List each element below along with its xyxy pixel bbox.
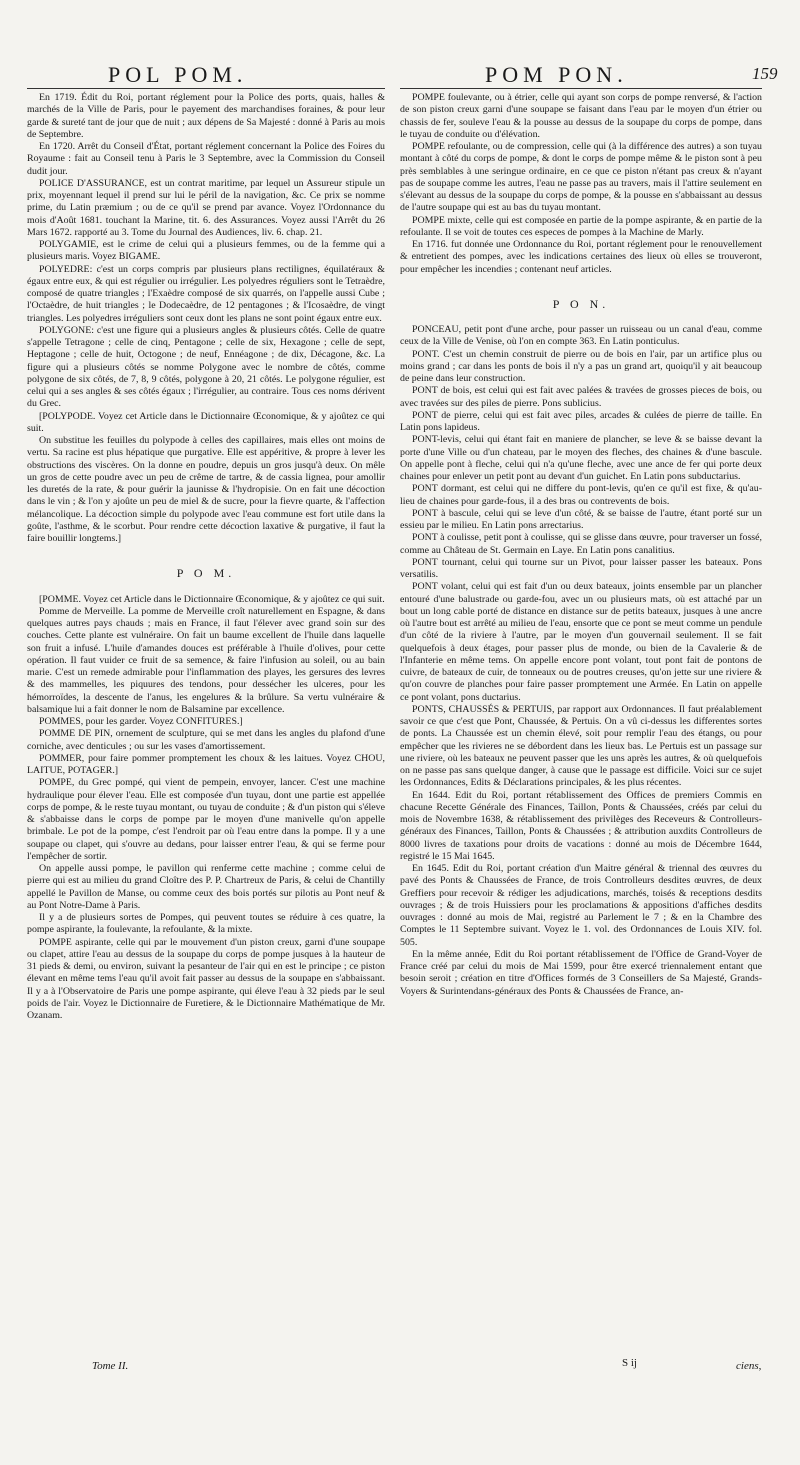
volume-label: Tome II. (92, 1360, 129, 1372)
entry-paragraph: PONT de pierre, celui qui est fait avec piles, arcades & culées de pierre de taille. En Latin pons lapideus. (400, 409, 762, 433)
entry-paragraph: POMPE mixte, celle qui est composée en partie de la pompe aspirante, & en partie de la refoulante. Il se voit de toutes ces especes de pompes à la Machine de Marly. (400, 214, 762, 238)
entry-paragraph: PONT tournant, celui qui tourne sur un Pivot, pour laisser passer les bateaux. Pons versatilis. (400, 556, 762, 580)
entry-paragraph: En 1644. Edit du Roi, portant rétablissement des Offices de premiers Commis en chacune Recette Générale des Finances, Taillon, Ponts & Chaussées, créés par celui du mois de Novembre 1638, & rétablissement des privilèges des Receveurs & Controlleurs-généraux des Finances, Taillon, Ponts & Chaussées ; & attribution auxdits Controlleurs de 8000 livres de taxations pour droits de vacations : donné au mois de Décembre 1644, registré le 15 Mai 1645. (400, 789, 762, 862)
entry-paragraph: POMME DE PIN, ornement de sculpture, qui se met dans les angles du plafond d'une corniche, avec denticules ; ou sur les vases d'amortissement. (27, 728, 385, 752)
entry-paragraph: PONCEAU, petit pont d'une arche, pour passer un ruisseau ou un canal d'eau, comme ceux de la Ville de Venise, où l'on en compte 363. En Latin ponticulus. (400, 324, 762, 348)
entry-paragraph: On appelle aussi pompe, le pavillon qui renferme cette machine ; comme celui de pierre qui est au milieu du grand Cloître des P. P. Chartreux de Paris, & celui de Chantilly appellé le Pavillon de Manse, ou comme ceux des bois portés sur pilotis au Pont neuf & au Pont Notre-Dame à Paris. (27, 863, 385, 911)
entry-paragraph: PONT de bois, est celui qui est fait avec palées & travées de grosses pieces de bois, ou avec travées sur des piles de pierre. Pons sublicius. (400, 385, 762, 409)
entry-paragraph: POMPE foulevante, ou à étrier, celle qui ayant son corps de pompe renversé, & l'action de son piston creux garni d'une soupape se faisant dans l'eau par le moyen d'un étrier ou chassis de fer, souleve l'eau & la pousse au dessus de la soupape du corps de pompe, dans le tuyau de conduite ou d'élévation. (400, 92, 762, 140)
section-heading-pon: P O N. (552, 296, 610, 311)
entry-paragraph: PONT à bascule, celui qui se leve d'un côté, & se baisse de l'autre, étant porté sur un essieu par le milieu. En Latin pons arrectarius. (400, 507, 762, 531)
entry-paragraph: Il y a de plusieurs sortes de Pompes, qui peuvent toutes se réduire à ces quatre, la pompe aspirante, la foulevante, la refoulante, & la mixte. (27, 912, 385, 936)
entry-paragraph: En la même année, Edit du Roi portant rétablissement de l'Office de Grand-Voyer de France créé par celui du mois de Mai 1599, pour être exercé triennalement entant que besoin seroit ; création en titre d'Offices formés de 3 Conseillers de Sa Majesté, Grands-Voyers & Surintendans-généraux des Ponts & Chaussées de France, an- (400, 948, 762, 997)
section-heading-pom: P O M. (176, 566, 236, 581)
pom-entries (27, 594, 385, 1023)
pompe-entries (400, 92, 762, 276)
entry-paragraph: POLYGONE: c'est une figure qui a plusieurs angles & plusieurs côtés. Celle de quatre s'appelle Tetragone ; celle de cinq, Pentagone ; celle de six, Hexagone ; celle de sept, Heptagone ; celle de huit, Octogone ; de neuf, Ennéagone ; de dix, Décagone, &c. La figure qui a plusieurs côtés se nomme Polygone avec le nombre de côtés, comme polygone de six côtés, de 7, 8, 9 côtés, polygone à 20, 21 côtés. Le polygone régulier, est celui qui a ses angles & ses côtés égaux ; l'irrégulier, au contraire. Tous ces noms dérivent du Grec. (27, 324, 385, 410)
signature-mark: S ij (622, 1357, 637, 1369)
entry-paragraph: POMMER, pour faire pommer promptement les choux & les laitues. Voyez CHOU, LAITUE, POTAGER.] (27, 752, 385, 776)
pon-entries (400, 324, 762, 998)
left-column (27, 92, 385, 1022)
entry-paragraph: PONT à coulisse, petit pont à coulisse, qui se glisse dans œuvre, pour traverser un fossé, comme au Château de St. Germain en Laye. En Latin pons canalitius. (400, 532, 762, 556)
entry-paragraph: [POMME. Voyez cet Article dans le Dictionnaire Œconomique, & y ajoûtez ce qui suit. (39, 593, 385, 605)
entry-paragraph: POMMES, pour les garder. Voyez CONFITURES.] (39, 716, 243, 727)
entry-paragraph: En 1720. Arrêt du Conseil d'État, portant réglement concernant la Police des Foires du Royaume : fait au Conseil tenu à Paris le 3 Septembre, avec la Commission du Conseil dudit jour. (27, 141, 385, 177)
running-head-left: POL POM. (108, 62, 248, 87)
entry-paragraph: POMPE refoulante, ou de compression, celle qui (à la différence des autres) a son tuyau montant à côté du corps de pompe, & dont le corps de pompe même & le piston sont à peu près semblables à une seringue ordinaire, en ce que ce piston n'étant pas creux & n'ayant pas de soupape comme les autres, l'eau ne passe pas au travers, mais il l'attire seulement en s'élevant au dessus de la soupape du corps de pompe, & la pousse en s'abbaissant au dessus de l'autre soupape qui est au bas du tuyau montant. (400, 141, 762, 214)
entry-paragraph: En 1719. Édit du Roi, portant réglement pour la Police des ports, quais, halles & marchés de la Ville de Paris, pour le payement des marchandises foraines, & pour leur garde & sureté tant de jour que de nuit ; aux dépens de Sa Majesté : donné à Paris au mois de Septembre. (27, 92, 385, 140)
catchword: ciens, (736, 1360, 762, 1372)
entry-paragraph: POMPE, du Grec pompé, qui vient de pempein, envoyer, lancer. C'est une machine hydraulique pour élever l'eau. Elle est composée d'un tuyau, dont une partie est appellée corps de pompe, & le reste tuyau montant, ou tuyau de conduite ; & d'un piston qui s'éleve & s'abbaisse dans le corps de pompe par le moyen d'une manivelle qu'on appelle brimbale. Le pot de la pompe, c'est l'endroit par où l'eau entre dans la pompe. Il y a une soupape ou clapet, qui s'ouvre au dedans, pour laisser entrer l'eau, & qui se ferme pour l'empêcher de sortir. (27, 777, 385, 862)
entry-paragraph: En 1645. Edit du Roi, portant création d'un Maitre général & triennal des œuvres du pavé des Ponts & Chaussées de France, de trois Controlleurs desdites œuvres, de deux Greffiers pour recevoir & rédiger les adjudications, marchés, toisés & receptions desdits ouvrages ; & de trois Huissiers pour les proclamations & appositions d'affiches desdits ouvrages : donné au mois de Mai, registré au Parlement le 7 ; & en la Chambre des Comptes le 11 Septembre suivant. Voyez le 1. vol. des Ordonnances de Louis XIV. fol. 505. (400, 863, 762, 948)
entry-paragraph: PONTS, CHAUSSÉS & PERTUIS, par rapport aux Ordonnances. Il faut préalablement savoir ce que c'est que Pont, Chaussée, & Pertuis. On a vû ci-dessus les differentes sortes de ponts. La Chaussée est un chemin élevé, soit pour remplir l'eau des étangs, ou pour empêcher que les rivieres ne se débordent dans les lieux bas. Le Pertuis est un passage sur une riviere, où les bateaux ne peuvent passer que les uns après les autres, & où quelquefois on ne passe pas sans quelque danger, à cause que le passage est difficile. Voici sur ce sujet les Ordonnances, Edits & Déclarations principales, & les plus récentes. (400, 703, 762, 789)
entry-paragraph: PONT. C'est un chemin construit de pierre ou de bois en l'air, par un artifice plus ou moins grand ; car dans les ponts de bois il n'y a pas un grand art, quoiqu'il y ait beaucoup de peine dans leur construction. (400, 348, 762, 384)
left-entries (27, 92, 385, 545)
running-head-right: POM PON. (485, 62, 628, 87)
entry-paragraph: POLYGAMIE, est le crime de celui qui a plusieurs femmes, ou de la femme qui a plusieurs maris. Voyez BIGAME. (27, 239, 385, 263)
entry-paragraph: POLICE D'ASSURANCE, est un contrat maritime, par lequel un Assureur stipule un prix, moyennant lequel il prend sur lui le péril de la navigation, &c. Ce prix se nomme prime, du Latin præmium ; ou de ce qu'il se prend par avance. Voyez l'Ordonnance du mois d'Août 1681. touchant la Marine, tit. 6. des Assurances. Voyez aussi l'Arrêt du 26 Mars 1672. rapporté au 3. Tome du Journal des Audiences, liv. 6. chap. 21. (27, 177, 385, 238)
entry-paragraph: PONT-levis, celui qui étant fait en maniere de plancher, se leve & se baisse devant la porte d'une Ville ou d'un chateau, par le moyen des fleches, des chaines & d'une bascule. On appelle pont à fleche, celui qui n'a qu'une fleche, avec une ance de fer qui porte deux chaines pour enlever un petit pont au devant d'un guichet. En Latin pons subductarius. (400, 434, 762, 482)
entry-paragraph: En 1716. fut donnée une Ordonnance du Roi, portant réglement pour le renouvellement & entretient des pompes, avec les indications certaines des lieux où elles se trouveront, pour empêcher les incendies ; contenant neuf articles. (400, 239, 762, 275)
entry-paragraph: POMPE aspirante, celle qui par le mouvement d'un piston creux, garni d'une soupape ou clapet, attire l'eau au dessus de la soupape du corps de pompe jusques à la hauteur de 31 pieds & demi, ou environ, suivant la pesanteur de l'air qui en est le principe ; ce piston élevant en même tems l'eau qu'il avoit fait passer au dessus de la soupape en s'abbaissant. Il y a à l'Observatoire de Paris une pompe aspirante, qui éleve l'eau à 32 pieds par le seul poids de l'air. Voyez le Dictionnaire de Furetiere, & le Dictionnaire Mathématique de Mr. Ozanam. (27, 936, 385, 1021)
header-rule-right (400, 88, 762, 89)
entry-paragraph: PONT dormant, est celui qui ne differe du pont-levis, qu'en ce qu'il est fixe, & qu'au-lieu de chaines pour garde-fous, il a des bras ou contrevents de bois. (400, 483, 762, 507)
entry-paragraph: PONT volant, celui qui est fait d'un ou deux bateaux, joints ensemble par un plancher entouré d'une balustrade ou garde-fou, avec un ou plusieurs mats, où est attaché par un bout un long cable porté de distance en distance sur de petits bateaux, jusques à une ancre où l'autre bout est arrêté au milieu de l'eau, ensorte que ce pont se meut comme un pendule d'un côté de la riviere à l'autre, par le moyen d'un gouvernail seulement. Il se fait quelquefois à deux étages, pour passer plus de monde, ou bien de la Cavalerie & de l'Infanterie en même tems. On appelle encore pont volant, tout pont fait de pontons de cuivre, de bateaux de cuir, de tonneaux ou de poutres creuses, qu'on jette sur une riviere & qu'on couvre de planches pour faire passer promptement une Armée. En Latin on appelle ce pont volant, pons ductarius. (400, 581, 762, 703)
entry-paragraph: POLYEDRE: c'est un corps compris par plusieurs plans rectilignes, équilatéraux & égaux entre eux, & qui est régulier ou irrégulier. Les polyedres réguliers sont le Tetraèdre, composé de quatre triangles ; l'Exaèdre composé de six quarrés, on l'appelle aussi Cube ; l'Octaèdre, de huit triangles ; le Dodecaèdre, de 12 pentagones ; & l'Icosaèdre, de vingt triangles. Les polyedres irréguliers sont ceux dont les plans ne sont point égaux entre eux. (27, 263, 385, 324)
entry-paragraph: Pomme de Merveille. La pomme de Merveille croît naturellement en Espagne, & dans quelques autres pays chauds ; mais en France, il faut l'élever avec grand soin sur des couches. Cette plante est vulnéraire. On fait un baume excellent de l'huile dans laquelle son fruit a infusé. L'huile d'amandes douces est préférable à l'huile d'olives, pour cette opération. Il faut vuider ce fruit de sa semence, & faire l'infusion au soleil, ou au bain marie. C'est un remede admirable pour l'inflammation des playes, les gersures des levres & des mammelles, les piquures des tendons, pour dessécher les ulceres, pour les hémorroïdes, la descente de l'anus, les engelures & la brûlure. Sa vertu vulnéraire & balsamique lui a fait donner le nom de Balsamine par excellence. (27, 605, 385, 715)
entry-paragraph: [POLYPODE. Voyez cet Article dans le Dictionnaire Œconomique, & y ajoûtez ce qui suit. (27, 410, 385, 434)
entry-paragraph: On substitue les feuilles du polypode à celles des capillaires, mais elles ont moins de vertu. Sa racine est plus hépatique que purgative. Elle est appéritive, & propre à lever les obstructions des viscères. On la donne en poudre, depuis un gros jusqu'à deux. On mêle un gros de cette poudre avec un peu de crême de tartre, & de cassia lignea, pour amollir les duretés de la rate, & pour guérir la jaunisse & l'hydropisie. On en fait une décoction dans le vin ; & l'on y ajoûte un peu de miel & de sucre, pour la fievre quarte, & l'affection mélancolique. La décoction simple du polypode avec l'eau commune est fort utile dans la goûte, l'asthme, & le scorbut. Pour rendre cette décoction laxative & purgative, il faut la faire bouillir longtems.] (27, 435, 385, 544)
header-rule-left (27, 88, 385, 89)
page-number: 159 (752, 64, 778, 83)
right-column (400, 92, 762, 998)
